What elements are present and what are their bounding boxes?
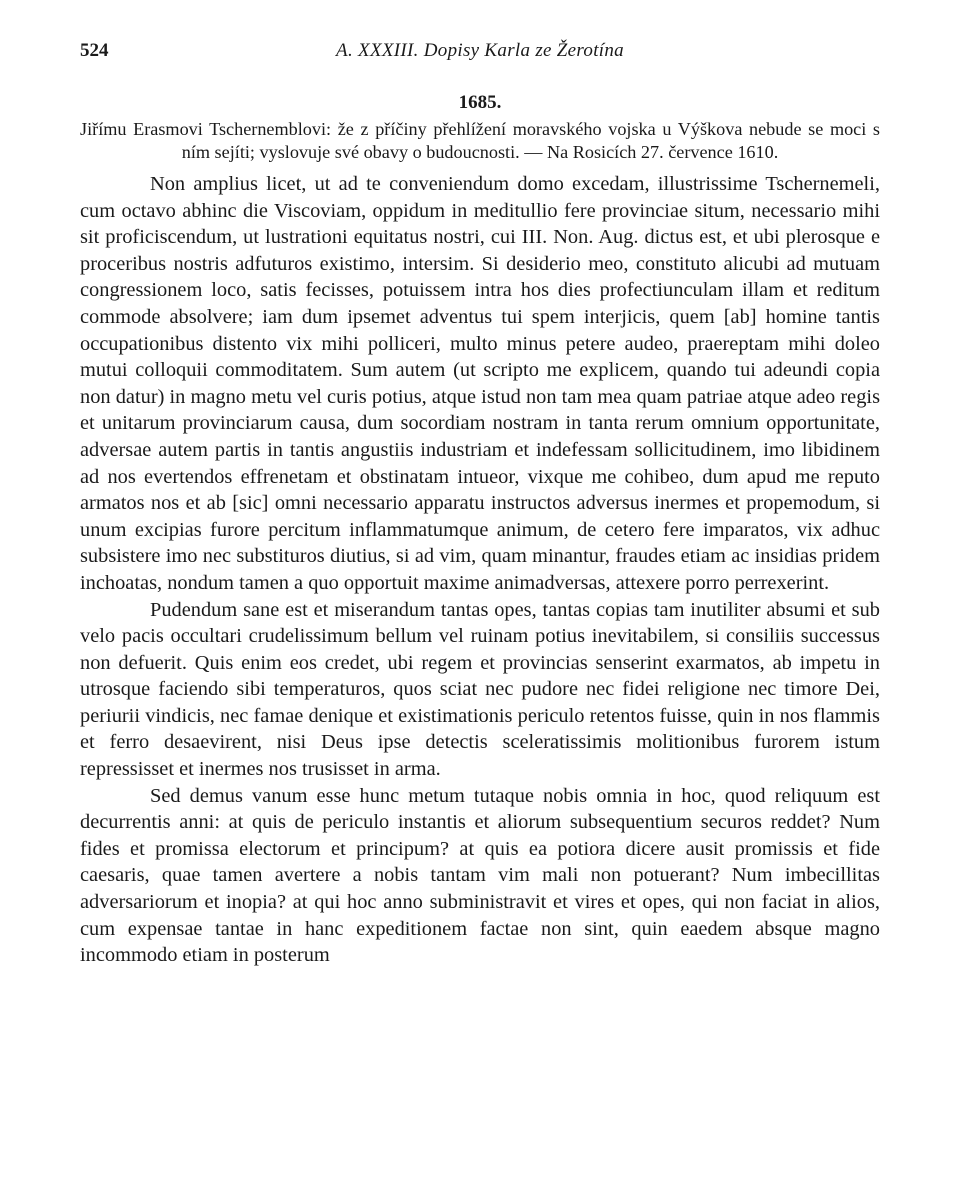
- regest-summary: že z příčiny přehlížení moravského vojska u Výškova nebude se moci s ním sejíti; vyslovuje své obavy o budoucnosti. — Na Rosicích 27. července 1610.: [181, 119, 881, 162]
- paragraph-3: Sed demus vanum esse hunc metum tutaque nobis omnia in hoc, quod reliquum est decurrentis anni: at quis de periculo instantis et aliorum subsequentium securos reddet? Num fides et promissa electorum et principum? at quis ea potiora dicere ausit promissis et fide caesaris, quae tamen avertere a nobis tantam vim mali non potuerant? Num imbecillitas adversariorum et inopia? at qui hoc anno subministravit et vires et opes, qui non faciat in alios, cum expensae tantae in hanc expeditionem factae non sint, quin eaedem absque magno incommodo etiam in posterum: [80, 784, 880, 967]
- paragraph-2: Pudendum sane est et miserandum tantas opes, tantas copias tam inutiliter absumi et sub velo pacis occultari crudelissimum bellum vel ruinam potius inevitabilem, si consiliis successus non defuerit. Quis enim eos credet, ubi regem et provincias senserint exarmatos, ab impetu in utrosque faciendo sibi temperaturos, quos sciat nec pudore nec fidei religione nec timore Dei, periurii vindicis, nec famae denique et existimationis periculo retentos fuisse, quin in nos flammis et ferro desaevirent, nisi Deus ipse detectis sceleratissimis molitionibus furorem istum repressisset et inermes nos trusisset in arma.: [80, 598, 880, 781]
- document-page: [80, 40, 880, 969]
- letter-number: 1685.: [458, 92, 502, 113]
- letter-regest: [80, 118, 880, 163]
- running-head: [80, 40, 880, 68]
- paragraph-1: Non amplius licet, ut ad te conveniendum domo excedam, illustrissime Tschernemeli, cum octavo abhinc die Viscoviam, oppidum in meditullio fere provinciae situm, necessario mihi sit proficiscendum, ut lustrationi equitatus nostri, cui III. Non. Aug. dictus est, et ubi plerosque e proceribus nostris adfuturos existimo, intersim. Si desiderio meo, constituto alicubi ad mutuam congressionem loco, satis fecisses, potuissem intra hos dies profectiunculam illam et reditum commode absolvere; iam dum ipsemet adventus tui spem interjicis, quem [ab] homine tantis occupationibus distento vix mihi polliceri, multo minus petere audeo, praereptam mihi doleo mutui colloquii commoditatem. Sum autem (ut scripto me explicem, quando tui adeundi copia non datur) in magno metu vel curis potius, atque istud non tam mea quam patriae atque adeo regis et unitarum provinciarum causa, dum socordiam nostram in tanta rerum omnium opportunitate, adversae autem partis in tantis angustiis industriam et indefessam sollicitudinem, imo libidinem ad nos evertendos effrenetam et obstinatam intueor, vixque me cohibeo, dum apud me reputo armatos nos et ab [sic] omni necessario apparatu instructos adversus inermes et propemodum, si unum excipias furore percitum inflammatumque animum, de cetero fere imparatos, vix adhuc subsistere imo nec substituros diutius, si ad vim, quam minantur, fraudes etiam ac insidias pridem inchoatas, nondum tamen a quo opportuit maxime animadversas, attexere porro perrexerint.: [80, 173, 880, 594]
- regest-addressee: Jiřímu Erasmovi Tschernemblovi:: [80, 119, 332, 139]
- letter-body: [80, 171, 880, 969]
- page-number: 524: [80, 40, 109, 61]
- running-title: A. XXXIII. Dopisy Karla ze Žerotína: [336, 40, 624, 61]
